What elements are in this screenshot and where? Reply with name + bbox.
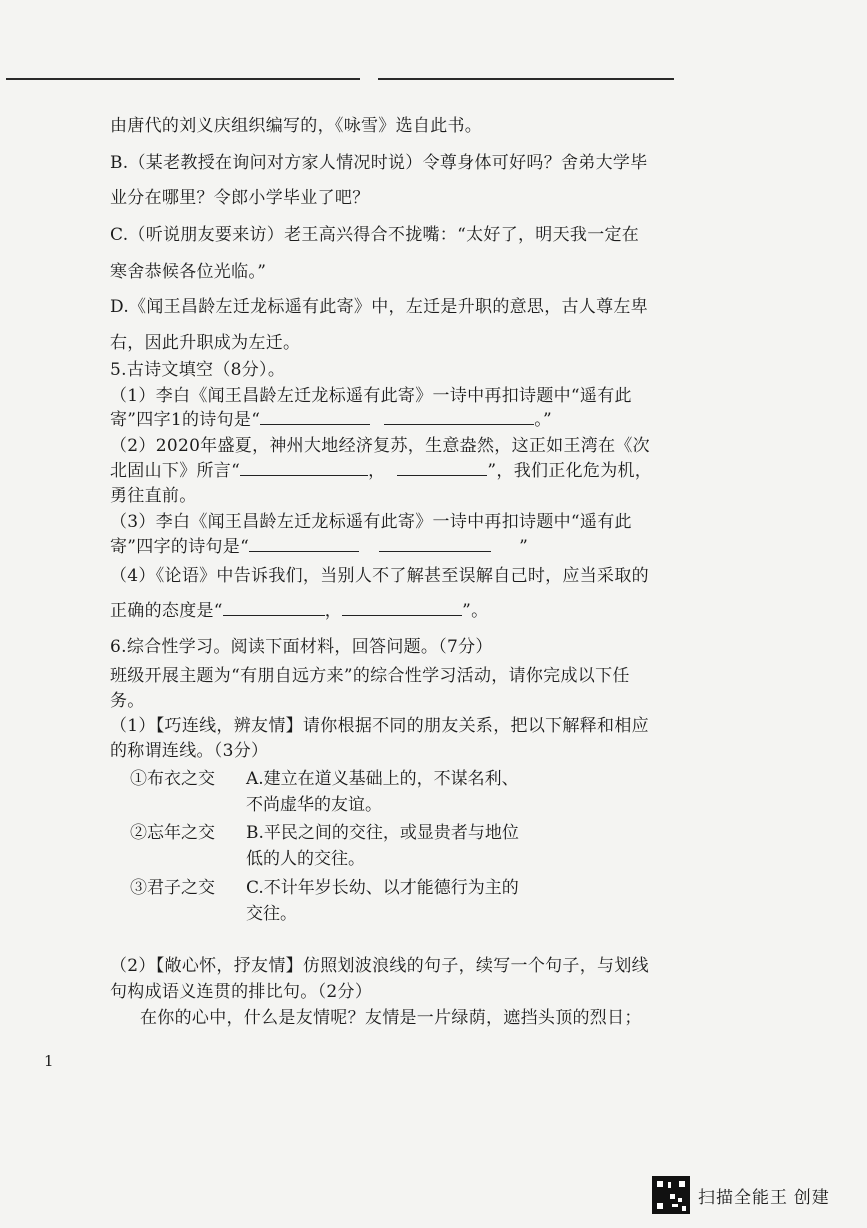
text-line <box>110 601 488 621</box>
text-line <box>110 410 552 430</box>
text-fragment: ”，我们正化危为机， <box>487 461 653 481</box>
text-line: （2）2020年盛夏，神州大地经济复苏，生意盎然，这正如王湾在《次 <box>110 436 650 456</box>
answer-blank[interactable] <box>397 461 487 476</box>
text-fragment: 北固山下》所言“ <box>110 461 241 481</box>
match-term-1[interactable]: ①布衣之交 <box>130 769 215 789</box>
qr-code-icon <box>652 1176 690 1214</box>
text-line: 右，因此升职成为左迁。 <box>110 333 301 353</box>
text-line: D.《闻王昌龄左迁龙标遥有此寄》中，左迁是升职的意思，古人尊左卑 <box>110 297 649 317</box>
text-line: 业分在哪里？令郎小学毕业了吧？ <box>110 188 370 208</box>
text-line: （2）【敞心怀，抒友情】仿照划波浪线的句子，续写一个句子，与划线 <box>110 956 649 976</box>
text-fragment: 正确的态度是“ <box>110 601 223 621</box>
text-line <box>110 537 528 557</box>
text-line: 寒舍恭候各位光临。” <box>110 262 267 282</box>
text-fragment: ” <box>519 537 529 557</box>
text-line <box>110 461 652 481</box>
match-term-2[interactable]: ②忘年之交 <box>130 823 215 843</box>
text-line: （1）李白《闻王昌龄左迁龙标遥有此寄》一诗中再扣诗题中“遥有此 <box>110 386 632 406</box>
match-definition-a-cont: 不尚虚华的友谊。 <box>246 795 382 815</box>
text-line: （1）【巧连线，辨友情】请你根据不同的朋友关系，把以下解释和相应 <box>110 716 649 736</box>
text-fragment: 。” <box>534 410 552 430</box>
watermark-label: 扫描全能王 创建 <box>698 1187 830 1207</box>
answer-blank[interactable] <box>260 410 370 425</box>
match-definition-a[interactable]: A.建立在道义基础上的，不谋名利、 <box>246 769 519 789</box>
match-definition-b[interactable]: B.平民之间的交往，或显贵者与地位 <box>246 823 519 843</box>
answer-blank[interactable] <box>384 410 534 425</box>
text-line: 班级开展主题为“有朋自远方来”的综合性学习活动，请你完成以下任 <box>110 666 630 686</box>
text-fragment: ”。 <box>462 601 489 621</box>
top-rule-left <box>6 78 360 80</box>
text-line: 在你的心中，什么是友情呢？友情是一片绿荫，遮挡头顶的烈日； <box>140 1008 642 1028</box>
match-definition-b-cont: 低的人的交往。 <box>246 849 365 869</box>
text-line: B.（某老教授在询问对方家人情况时说）令尊身体可好吗？舍弟大学毕 <box>110 153 648 173</box>
answer-blank[interactable] <box>240 461 368 476</box>
match-definition-c-cont: 交往。 <box>246 904 297 924</box>
text-line: 务。 <box>110 691 145 711</box>
question-5-title: 5.古诗文填空（8分）。 <box>110 360 286 380</box>
text-line: 的称谓连线。（3分） <box>110 741 269 761</box>
question-6-title: 6.综合性学习。阅读下面材料，回答问题。（7分） <box>110 637 493 657</box>
page-number: 1 <box>44 1052 54 1070</box>
text-line: 句构成语义连贯的排比句。（2分） <box>110 982 373 1002</box>
text-line: 勇往直前。 <box>110 486 197 506</box>
match-definition-c[interactable]: C.不计年岁长幼、以才能德行为主的 <box>246 878 519 898</box>
text-line: （4）《论语》中告诉我们，当别人不了解甚至误解自己时，应当采取的 <box>110 566 649 586</box>
answer-blank[interactable] <box>223 601 325 616</box>
text-line: C.（听说朋友要来访）老王高兴得合不拢嘴：“太好了，明天我一定在 <box>110 225 640 245</box>
text-line: （3）李白《闻王昌龄左迁龙标遥有此寄》一诗中再扣诗题中“遥有此 <box>110 512 632 532</box>
text-line: 由唐代的刘义庆组织编写的，《咏雪》选自此书。 <box>110 116 483 136</box>
answer-blank[interactable] <box>249 537 359 552</box>
text-fragment: 寄”四字的诗句是“ <box>110 537 250 557</box>
answer-blank[interactable] <box>379 537 491 552</box>
answer-blank[interactable] <box>342 601 462 616</box>
text-fragment: ， <box>324 601 343 621</box>
text-fragment: 寄”四字1的诗句是“ <box>110 410 261 430</box>
scanner-watermark <box>652 1176 830 1214</box>
text-fragment: ， <box>368 461 386 481</box>
top-rule-right <box>378 78 674 80</box>
match-term-3[interactable]: ③君子之交 <box>130 878 215 898</box>
